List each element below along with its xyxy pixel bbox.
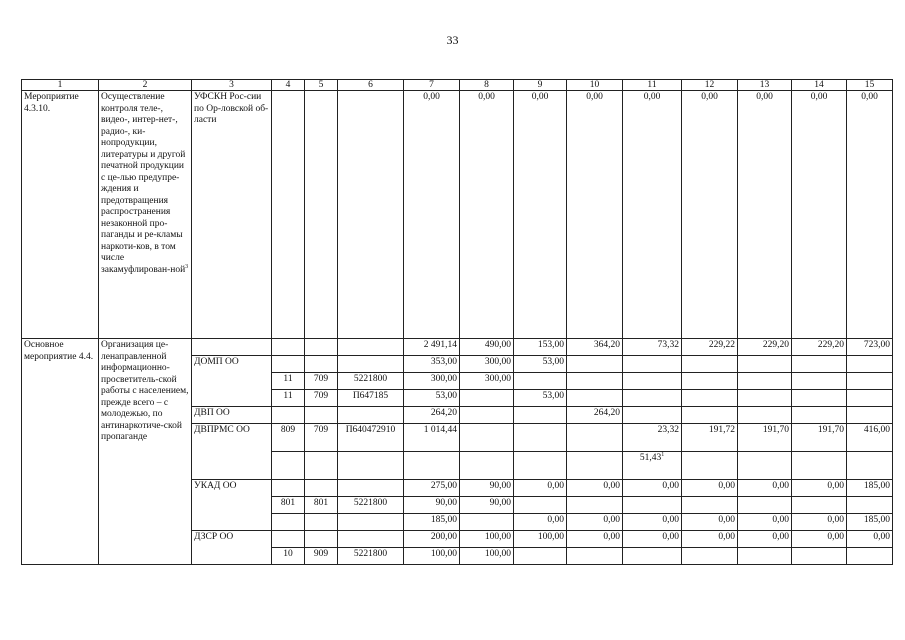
col-header: 2 <box>99 80 192 91</box>
table-cell <box>305 91 338 339</box>
table-cell: 723,00 <box>847 339 893 356</box>
executor: УФСКН Рос-сии по Ор-ловской об-ласти <box>192 91 272 339</box>
table-cell: 809 <box>272 424 305 452</box>
table-cell: 709 <box>305 424 338 452</box>
table-cell: 0,00 <box>623 91 682 339</box>
table-cell <box>338 356 404 373</box>
col-header: 6 <box>338 80 404 91</box>
table-cell: 185,00 <box>404 514 460 531</box>
table-cell: 0,00 <box>567 91 623 339</box>
activity-description: Организация це-ленаправленной информационно-просветитель-ской работы с населением, прежде всего – с молодежью, по антинаркотиче-ской пропаганде <box>99 339 192 565</box>
table-cell: 191,70 <box>792 424 847 452</box>
header-row <box>22 80 893 91</box>
table-cell: 10 <box>272 548 305 565</box>
table-cell: 264,20 <box>567 407 623 424</box>
table-cell: 2 491,14 <box>404 339 460 356</box>
table-cell <box>460 514 514 531</box>
table-cell: 0,00 <box>567 480 623 497</box>
table-cell <box>272 514 305 531</box>
table-cell <box>623 356 682 373</box>
table-cell: 191,70 <box>738 424 792 452</box>
table-cell: 0,00 <box>567 514 623 531</box>
table-cell: 191,72 <box>682 424 738 452</box>
table-cell <box>514 424 567 452</box>
executor: ДВПРМС ОО <box>192 424 272 480</box>
page-number: 33 <box>446 33 459 47</box>
table-cell: 100,00 <box>404 548 460 565</box>
activity-description: Осуществление контроля теле-, видео-, интер-нет-, радио-, ки-нопродукции, литературы и другой печатной продукции с це-лью предупре-ждения и предотвращения распространения незаконной про-паганды и ре-кламы наркоти-ков, в том числе закамуфлирован-ной$^3$ <box>99 91 192 339</box>
table-row <box>22 91 893 339</box>
table-cell <box>847 390 893 407</box>
table-cell: 0,00 <box>792 514 847 531</box>
table-cell: 0,00 <box>404 91 460 339</box>
col-header: 14 <box>792 80 847 91</box>
col-header: 12 <box>682 80 738 91</box>
table-cell <box>682 548 738 565</box>
table-cell <box>338 452 404 480</box>
table-cell <box>305 531 338 548</box>
col-header: 5 <box>305 80 338 91</box>
table-cell: 200,00 <box>404 531 460 548</box>
table-cell <box>338 339 404 356</box>
table-cell <box>305 339 338 356</box>
table-cell <box>338 91 404 339</box>
table-cell <box>460 424 514 452</box>
table-cell <box>792 356 847 373</box>
table-cell: П647185 <box>338 390 404 407</box>
table-cell: 100,00 <box>514 531 567 548</box>
table-cell: 5221800 <box>338 548 404 565</box>
table-cell: 51,43$^1$ <box>623 452 682 480</box>
table-cell: 0,00 <box>682 514 738 531</box>
table-cell <box>514 373 567 390</box>
table-cell <box>738 390 792 407</box>
table-cell: П640472910 <box>338 424 404 452</box>
table-cell <box>623 548 682 565</box>
table-cell <box>792 548 847 565</box>
table-cell <box>514 497 567 514</box>
table-cell: 229,22 <box>682 339 738 356</box>
table-cell: 11 <box>272 373 305 390</box>
table-cell <box>272 452 305 480</box>
table-cell <box>272 480 305 497</box>
col-header: 13 <box>738 80 792 91</box>
table-cell: 0,00 <box>514 514 567 531</box>
table-cell: 229,20 <box>792 339 847 356</box>
table-cell: 300,00 <box>460 356 514 373</box>
col-header: 9 <box>514 80 567 91</box>
table-cell: 5221800 <box>338 497 404 514</box>
table-cell <box>738 497 792 514</box>
table-cell <box>567 497 623 514</box>
table-cell: 0,00 <box>682 91 738 339</box>
table-cell <box>623 497 682 514</box>
table-cell <box>272 91 305 339</box>
table-cell <box>738 452 792 480</box>
table-cell <box>567 452 623 480</box>
table-cell: 153,00 <box>514 339 567 356</box>
table-cell: 709 <box>305 373 338 390</box>
table-cell: 0,00 <box>623 514 682 531</box>
col-header: 7 <box>404 80 460 91</box>
executor: ДОМП ОО <box>192 356 272 407</box>
table-cell <box>514 407 567 424</box>
table-cell: 416,00 <box>847 424 893 452</box>
col-header: 8 <box>460 80 514 91</box>
table-cell: 300,00 <box>460 373 514 390</box>
table-cell <box>847 497 893 514</box>
table-cell: 11 <box>272 390 305 407</box>
table-cell <box>272 407 305 424</box>
table-cell: 353,00 <box>404 356 460 373</box>
table-cell <box>460 452 514 480</box>
table-cell: 90,00 <box>460 497 514 514</box>
table-cell: 90,00 <box>404 497 460 514</box>
activity-code: Основное мероприятие 4.4. <box>22 339 99 565</box>
table-cell: 100,00 <box>460 548 514 565</box>
activity-code: Мероприятие 4.3.10. <box>22 91 99 339</box>
table-cell: 185,00 <box>847 480 893 497</box>
table-cell: 0,00 <box>682 531 738 548</box>
table-cell <box>847 373 893 390</box>
table-cell: 0,00 <box>567 531 623 548</box>
table-cell: 0,00 <box>738 91 792 339</box>
table-cell: 801 <box>305 497 338 514</box>
table-cell <box>567 390 623 407</box>
table-cell <box>847 452 893 480</box>
table-cell: 909 <box>305 548 338 565</box>
table-cell <box>738 548 792 565</box>
table-cell: 0,00 <box>792 91 847 339</box>
table-cell <box>847 548 893 565</box>
table-cell: 53,00 <box>514 390 567 407</box>
table-cell <box>567 356 623 373</box>
col-header: 15 <box>847 80 893 91</box>
table-cell: 185,00 <box>847 514 893 531</box>
table-cell <box>567 424 623 452</box>
table-cell: 0,00 <box>792 480 847 497</box>
table-cell <box>305 407 338 424</box>
executor: ДВП ОО <box>192 407 272 424</box>
table-cell <box>338 531 404 548</box>
table-cell: 90,00 <box>460 480 514 497</box>
table-cell: 490,00 <box>460 339 514 356</box>
table-cell <box>338 514 404 531</box>
table-cell <box>338 480 404 497</box>
col-header: 10 <box>567 80 623 91</box>
table-cell: 364,20 <box>567 339 623 356</box>
table-cell <box>847 407 893 424</box>
table-cell: 53,00 <box>404 390 460 407</box>
col-header: 3 <box>192 80 272 91</box>
table-cell: 300,00 <box>404 373 460 390</box>
table-cell <box>792 373 847 390</box>
table-cell <box>272 339 305 356</box>
table-cell: 275,00 <box>404 480 460 497</box>
table-cell: 73,32 <box>623 339 682 356</box>
table-cell <box>567 548 623 565</box>
table-cell <box>738 407 792 424</box>
table-cell: 0,00 <box>514 480 567 497</box>
table-cell <box>305 514 338 531</box>
table-cell <box>623 390 682 407</box>
table-cell: 0,00 <box>623 531 682 548</box>
table-cell <box>460 407 514 424</box>
table-row <box>22 339 893 356</box>
table-cell: 53,00 <box>514 356 567 373</box>
table-cell: 23,32 <box>623 424 682 452</box>
table-cell: 100,00 <box>460 531 514 548</box>
program-table <box>21 79 893 565</box>
table-cell: 0,00 <box>682 480 738 497</box>
col-header: 1 <box>22 80 99 91</box>
table-cell: 0,00 <box>623 480 682 497</box>
executor: УКАД ОО <box>192 480 272 531</box>
table-cell <box>623 407 682 424</box>
table-cell <box>792 390 847 407</box>
table-cell <box>338 407 404 424</box>
table-cell <box>404 452 460 480</box>
table-cell: 0,00 <box>738 531 792 548</box>
table-cell <box>682 356 738 373</box>
table-cell: 0,00 <box>514 91 567 339</box>
table-cell <box>682 407 738 424</box>
table-cell <box>514 548 567 565</box>
table-cell: 0,00 <box>460 91 514 339</box>
table-cell: 0,00 <box>738 480 792 497</box>
table-cell <box>272 356 305 373</box>
table-cell <box>305 356 338 373</box>
table-cell: 801 <box>272 497 305 514</box>
table-cell <box>682 497 738 514</box>
table-cell: 229,20 <box>738 339 792 356</box>
table-cell <box>738 373 792 390</box>
table-cell <box>792 497 847 514</box>
table-cell: 0,00 <box>738 514 792 531</box>
table-cell: 0,00 <box>847 91 893 339</box>
table-cell <box>305 452 338 480</box>
executor: ДЗСР ОО <box>192 531 272 565</box>
table-cell <box>272 531 305 548</box>
table-cell: 5221800 <box>338 373 404 390</box>
table-cell <box>567 373 623 390</box>
table-cell <box>792 452 847 480</box>
table-cell <box>514 452 567 480</box>
table-cell <box>682 373 738 390</box>
table-cell <box>682 452 738 480</box>
table-cell <box>847 356 893 373</box>
col-header: 4 <box>272 80 305 91</box>
table-cell <box>623 373 682 390</box>
table-cell: 0,00 <box>792 531 847 548</box>
table-cell <box>792 407 847 424</box>
table-cell <box>460 390 514 407</box>
table-cell <box>305 480 338 497</box>
table-cell: 264,20 <box>404 407 460 424</box>
table-cell <box>738 356 792 373</box>
table-cell: 1 014,44 <box>404 424 460 452</box>
col-header: 11 <box>623 80 682 91</box>
table-cell <box>682 390 738 407</box>
table-cell <box>192 339 272 356</box>
table-cell: 0,00 <box>847 531 893 548</box>
table-cell: 709 <box>305 390 338 407</box>
